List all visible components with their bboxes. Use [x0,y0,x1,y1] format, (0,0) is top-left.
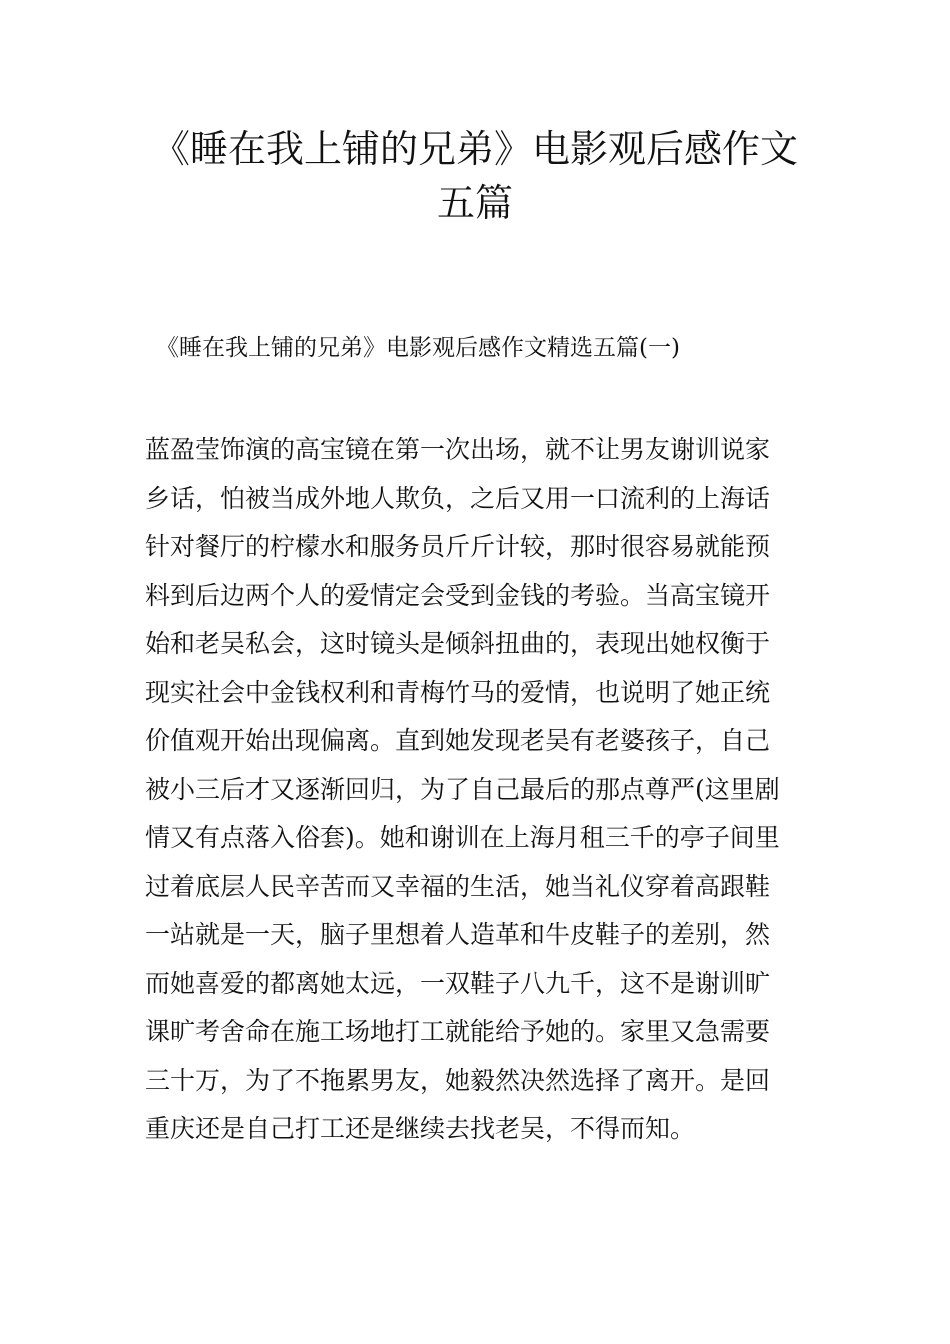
paragraph-line: 重庆还是自己打工还是继续去找老吴，不得而知。 [145,1114,696,1143]
paragraph-line: 而她喜爱的都离她太远，一双鞋子八九千，这不是谢训旷 [145,968,771,998]
paragraph-line: 始和老吴私会，这时镜头是倾斜扭曲的，表现出她权衡于 [145,629,771,658]
paragraph-line: 乡话，怕被当成外地人欺负，之后又用一口流利的上海话 [145,483,771,513]
paragraph-line: 课旷考舍命在施工场地打工就能给予她的。家里又急需要 [145,1017,771,1046]
title-line-1: 《睡在我上铺的兄弟》电影观后感作文 [151,127,798,171]
paragraph-line: 过着底层人民辛苦而又幸福的生活，她当礼仪穿着高跟鞋 [145,871,771,901]
paragraph-line: 料到后边两个人的爱情定会受到金钱的考验。当高宝镜开 [145,580,771,610]
paragraph-line: 情又有点落入俗套)。她和谢训在上海月租三千的亭子间里 [145,823,780,852]
paragraph-line: 一站就是一天，脑子里想着人造革和牛皮鞋子的差别，然 [145,920,771,949]
section-heading: 《睡在我上铺的兄弟》电影观后感作文精选五篇(一) [156,335,680,361]
paragraph-line: 现实社会中金钱权利和青梅竹马的爱情，也说明了她正统 [145,677,771,707]
paragraph-line: 被小三后才又逐渐回归，为了自己最后的那点尊严(这里剧 [145,774,780,804]
paragraph-line: 三十万，为了不拖累男友，她毅然决然选择了离开。是回 [145,1065,771,1095]
paragraph-line: 价值观开始出现偏离。直到她发现老吴有老婆孩子，自己 [145,726,771,755]
paragraph-line: 针对餐厅的柠檬水和服务员斤斤计较，那时很容易就能预 [145,532,771,561]
document-title [0,122,950,230]
paragraph-line: 蓝盈莹饰演的高宝镜在第一次出场，就不让男友谢训说家 [145,435,771,464]
body-paragraph [145,426,807,1154]
title-line-2: 五篇 [436,181,513,225]
